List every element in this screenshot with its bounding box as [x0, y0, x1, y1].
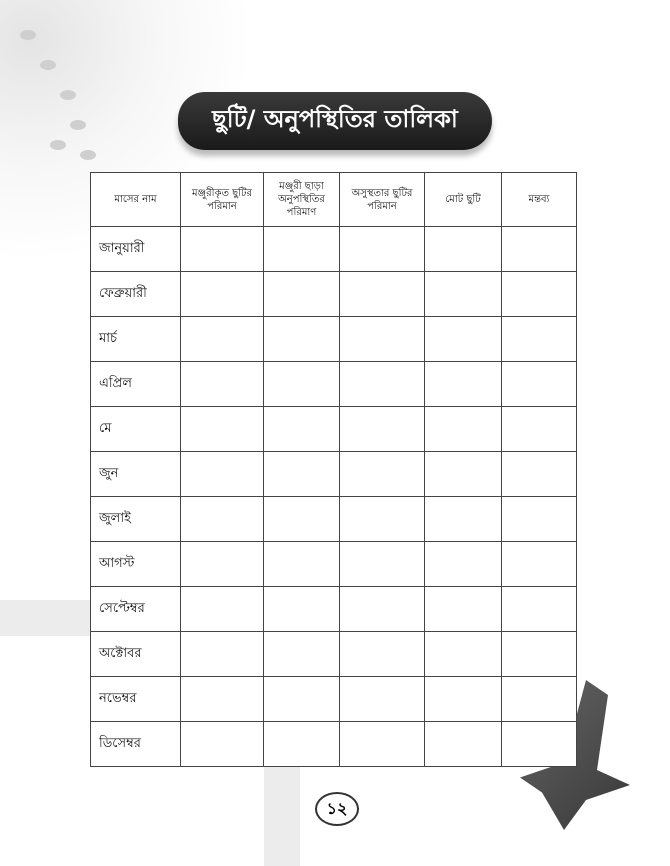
entry-cell[interactable] [340, 542, 425, 587]
leave-table [90, 172, 577, 767]
entry-cell[interactable] [340, 722, 425, 767]
entry-cell[interactable] [264, 272, 340, 317]
table-row [91, 272, 577, 317]
page-number: ১২ [315, 792, 359, 826]
table-row [91, 362, 577, 407]
entry-cell[interactable] [181, 407, 264, 452]
entry-cell[interactable] [425, 497, 502, 542]
entry-cell[interactable] [340, 362, 425, 407]
month-name: ফেব্রুয়ারী [91, 272, 181, 317]
month-name: মে [91, 407, 181, 452]
month-name: আগস্ট [91, 542, 181, 587]
entry-cell[interactable] [181, 497, 264, 542]
entry-cell[interactable] [340, 227, 425, 272]
month-name: জুলাই [91, 497, 181, 542]
entry-cell[interactable] [340, 407, 425, 452]
month-name: মার্চ [91, 317, 181, 362]
entry-cell[interactable] [502, 227, 577, 272]
entry-cell[interactable] [502, 272, 577, 317]
entry-cell[interactable] [340, 497, 425, 542]
table-row [91, 632, 577, 677]
month-name: অক্টোবর [91, 632, 181, 677]
month-name: জুন [91, 452, 181, 497]
entry-cell[interactable] [264, 722, 340, 767]
table-row [91, 497, 577, 542]
entry-cell[interactable] [340, 632, 425, 677]
month-name: সেপ্টেম্বর [91, 587, 181, 632]
entry-cell[interactable] [340, 587, 425, 632]
entry-cell[interactable] [502, 452, 577, 497]
entry-cell[interactable] [425, 317, 502, 362]
entry-cell[interactable] [181, 362, 264, 407]
entry-cell[interactable] [502, 362, 577, 407]
table-row [91, 317, 577, 362]
title-banner [178, 92, 492, 150]
entry-cell[interactable] [181, 317, 264, 362]
column-header: মোট ছুটি [425, 173, 502, 227]
entry-cell[interactable] [264, 317, 340, 362]
month-name: জানুয়ারী [91, 227, 181, 272]
entry-cell[interactable] [425, 362, 502, 407]
table-row [91, 677, 577, 722]
entry-cell[interactable] [181, 587, 264, 632]
entry-cell[interactable] [425, 227, 502, 272]
entry-cell[interactable] [502, 497, 577, 542]
month-name: এপ্রিল [91, 362, 181, 407]
table-row [91, 542, 577, 587]
entry-cell[interactable] [425, 722, 502, 767]
entry-cell[interactable] [425, 632, 502, 677]
entry-cell[interactable] [181, 227, 264, 272]
column-header: মাসের নাম [91, 173, 181, 227]
entry-cell[interactable] [264, 497, 340, 542]
entry-cell[interactable] [264, 587, 340, 632]
table-row [91, 227, 577, 272]
column-header: মন্তব্য [502, 173, 577, 227]
entry-cell[interactable] [425, 677, 502, 722]
entry-cell[interactable] [340, 272, 425, 317]
page-title: ছুটি/ অনুপস্থিতির তালিকা [212, 105, 458, 133]
entry-cell[interactable] [181, 452, 264, 497]
entry-cell[interactable] [425, 452, 502, 497]
entry-cell[interactable] [181, 722, 264, 767]
month-name: নভেম্বর [91, 677, 181, 722]
entry-cell[interactable] [264, 677, 340, 722]
entry-cell[interactable] [502, 632, 577, 677]
entry-cell[interactable] [425, 407, 502, 452]
column-header: অসুস্থতার ছুটির পরিমান [340, 173, 425, 227]
entry-cell[interactable] [181, 677, 264, 722]
entry-cell[interactable] [181, 272, 264, 317]
entry-cell[interactable] [264, 542, 340, 587]
entry-cell[interactable] [181, 542, 264, 587]
entry-cell[interactable] [502, 677, 577, 722]
column-header: মঞ্জুরী ছাড়া অনুপস্থিতির পরিমাণ [264, 173, 340, 227]
entry-cell[interactable] [264, 407, 340, 452]
entry-cell[interactable] [264, 227, 340, 272]
column-header: মঞ্জুরীকৃত ছুটির পরিমান [181, 173, 264, 227]
entry-cell[interactable] [502, 722, 577, 767]
entry-cell[interactable] [502, 317, 577, 362]
entry-cell[interactable] [340, 452, 425, 497]
entry-cell[interactable] [425, 542, 502, 587]
entry-cell[interactable] [425, 272, 502, 317]
month-name: ডিসেম্বর [91, 722, 181, 767]
table-row [91, 722, 577, 767]
entry-cell[interactable] [502, 587, 577, 632]
table-row [91, 587, 577, 632]
entry-cell[interactable] [264, 632, 340, 677]
entry-cell[interactable] [181, 632, 264, 677]
entry-cell[interactable] [340, 317, 425, 362]
table-row [91, 407, 577, 452]
table-row [91, 452, 577, 497]
entry-cell[interactable] [264, 362, 340, 407]
entry-cell[interactable] [425, 587, 502, 632]
entry-cell[interactable] [264, 452, 340, 497]
entry-cell[interactable] [502, 542, 577, 587]
entry-cell[interactable] [340, 677, 425, 722]
entry-cell[interactable] [502, 407, 577, 452]
